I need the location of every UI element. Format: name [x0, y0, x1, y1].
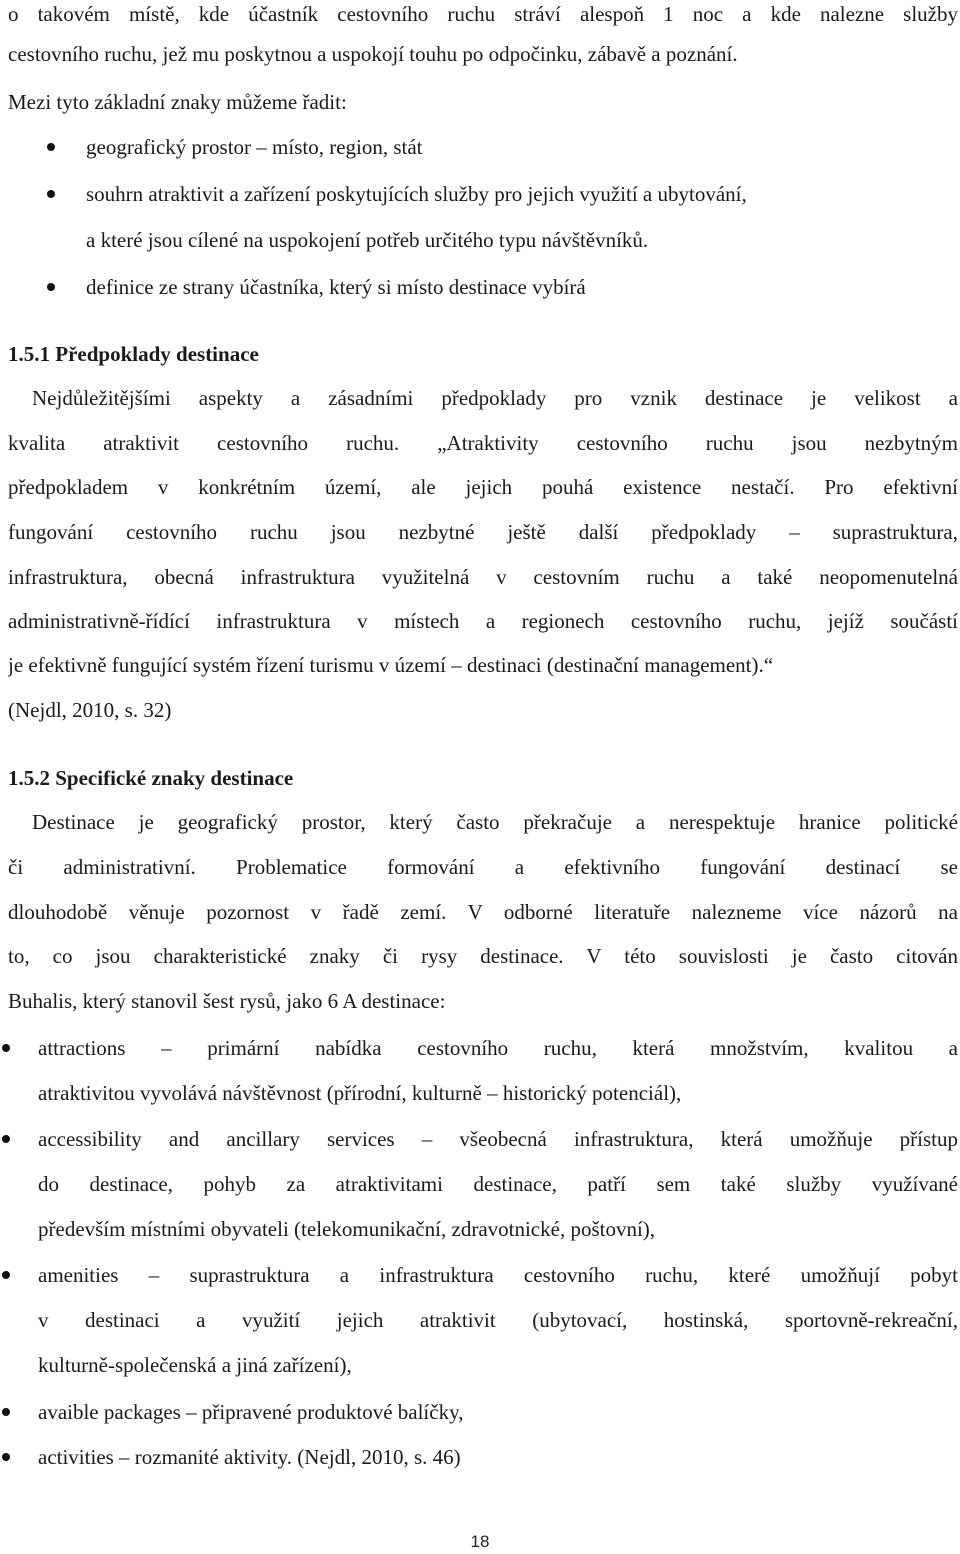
paragraph-line: (Nejdl, 2010, s. 32) — [8, 698, 172, 722]
list2-accessibility-line-1: accessibility and ancillary services – všeobecná infrastruktura, která umožňuje přístup — [38, 1127, 958, 1151]
paragraph-line: dlouhodobě věnuje pozornost v řadě zemí. V odborné literatuře nalezneme více názorů na — [8, 900, 958, 924]
bullet-icon — [2, 1271, 10, 1279]
page-number: 18 — [470, 1532, 490, 1551]
intro-line-3: Mezi tyto základní znaky můžeme řadit: — [8, 90, 347, 114]
list1-item-2-line-1: souhrn atraktivit a zařízení poskytujících služby pro jejich využití a ubytování, — [86, 182, 747, 206]
bullet-icon — [2, 1135, 10, 1143]
bullet-icon — [47, 283, 55, 291]
bullet-icon — [47, 190, 55, 198]
paragraph-line: předpokladem v konkrétním území, ale jejich pouhá existence nestačí. Pro efektivní — [8, 475, 958, 499]
paragraph-line: infrastruktura, obecná infrastruktura využitelná v cestovním ruchu a také neopomenutelná — [8, 565, 958, 589]
intro-line-2: cestovního ruchu, jež mu poskytnou a uspokojí touhu po odpočinku, zábavě a poznání. — [8, 42, 738, 66]
paragraph-line: fungování cestovního ruchu jsou nezbytné ještě další předpoklady – suprastruktura, — [8, 520, 958, 544]
list2-attractions-line-1: attractions – primární nabídka cestovního ruchu, která množstvím, kvalitou a — [38, 1036, 958, 1060]
list2-activities: activities – rozmanité aktivity. (Nejdl, 2010, s. 46) — [38, 1445, 461, 1469]
list2-attractions-line-2: atraktivitou vyvolává návštěvnost (přírodní, kulturně – historický potenciál), — [38, 1081, 682, 1105]
paragraph-line: Nejdůležitějšími aspekty a zásadními předpoklady pro vznik destinace je velikost a — [32, 386, 958, 410]
paragraph-line: Destinace je geografický prostor, který často překračuje a nerespektuje hranice politické — [32, 810, 958, 834]
list2-amenities-line-2: v destinaci a využití jejich atraktivit (ubytovací, hostinská, sportovně-rekreační, — [38, 1308, 958, 1332]
intro-line-1: o takovém místě, kde účastník cestovního ruchu stráví alespoň 1 noc a kde nalezne služby — [8, 2, 958, 26]
paragraph-line: Buhalis, který stanovil šest rysů, jako 6 A destinace: — [8, 989, 446, 1013]
list2-amenities-line-1: amenities – suprastruktura a infrastruktura cestovního ruchu, které umožňují pobyt — [38, 1263, 958, 1287]
section-heading-1-5-2: 1.5.2 Specifické znaky destinace — [8, 766, 294, 790]
paragraph-line: to, co jsou charakteristické znaky či rysy destinace. V této souvislosti je často citován — [8, 944, 958, 968]
paragraph-line: či administrativní. Problematice formování a efektivního fungování destinací se — [8, 855, 958, 879]
bullet-icon — [2, 1453, 10, 1461]
bullet-icon — [2, 1408, 10, 1416]
list2-accessibility-line-3: především místními obyvateli (telekomunikační, zdravotnické, poštovní), — [38, 1217, 656, 1241]
list1-item-3: definice ze strany účastníka, který si místo destinace vybírá — [86, 275, 586, 299]
list2-accessibility-line-2: do destinace, pohyb za atraktivitami destinace, patří sem také služby využívané — [38, 1172, 958, 1196]
list1-item-2-line-2: a které jsou cílené na uspokojení potřeb určitého typu návštěvníků. — [86, 228, 649, 252]
section-heading-1-5-1: 1.5.1 Předpoklady destinace — [8, 342, 259, 366]
paragraph-line: je efektivně fungující systém řízení turismu v území – destinaci (destinační management).“ — [8, 653, 774, 677]
paragraph-line: kvalita atraktivit cestovního ruchu. „Atraktivity cestovního ruchu jsou nezbytným — [8, 431, 958, 455]
list2-amenities-line-3: kulturně-společenská a jiná zařízení), — [38, 1353, 352, 1377]
bullet-icon — [2, 1044, 10, 1052]
bullet-icon — [47, 143, 55, 151]
list1-item-1: geografický prostor – místo, region, stát — [86, 135, 423, 159]
paragraph-line: administrativně-řídící infrastruktura v místech a regionech cestovního ruchu, jejíž součástí — [8, 609, 958, 633]
list2-packages: avaible packages – připravené produktové balíčky, — [38, 1400, 464, 1424]
